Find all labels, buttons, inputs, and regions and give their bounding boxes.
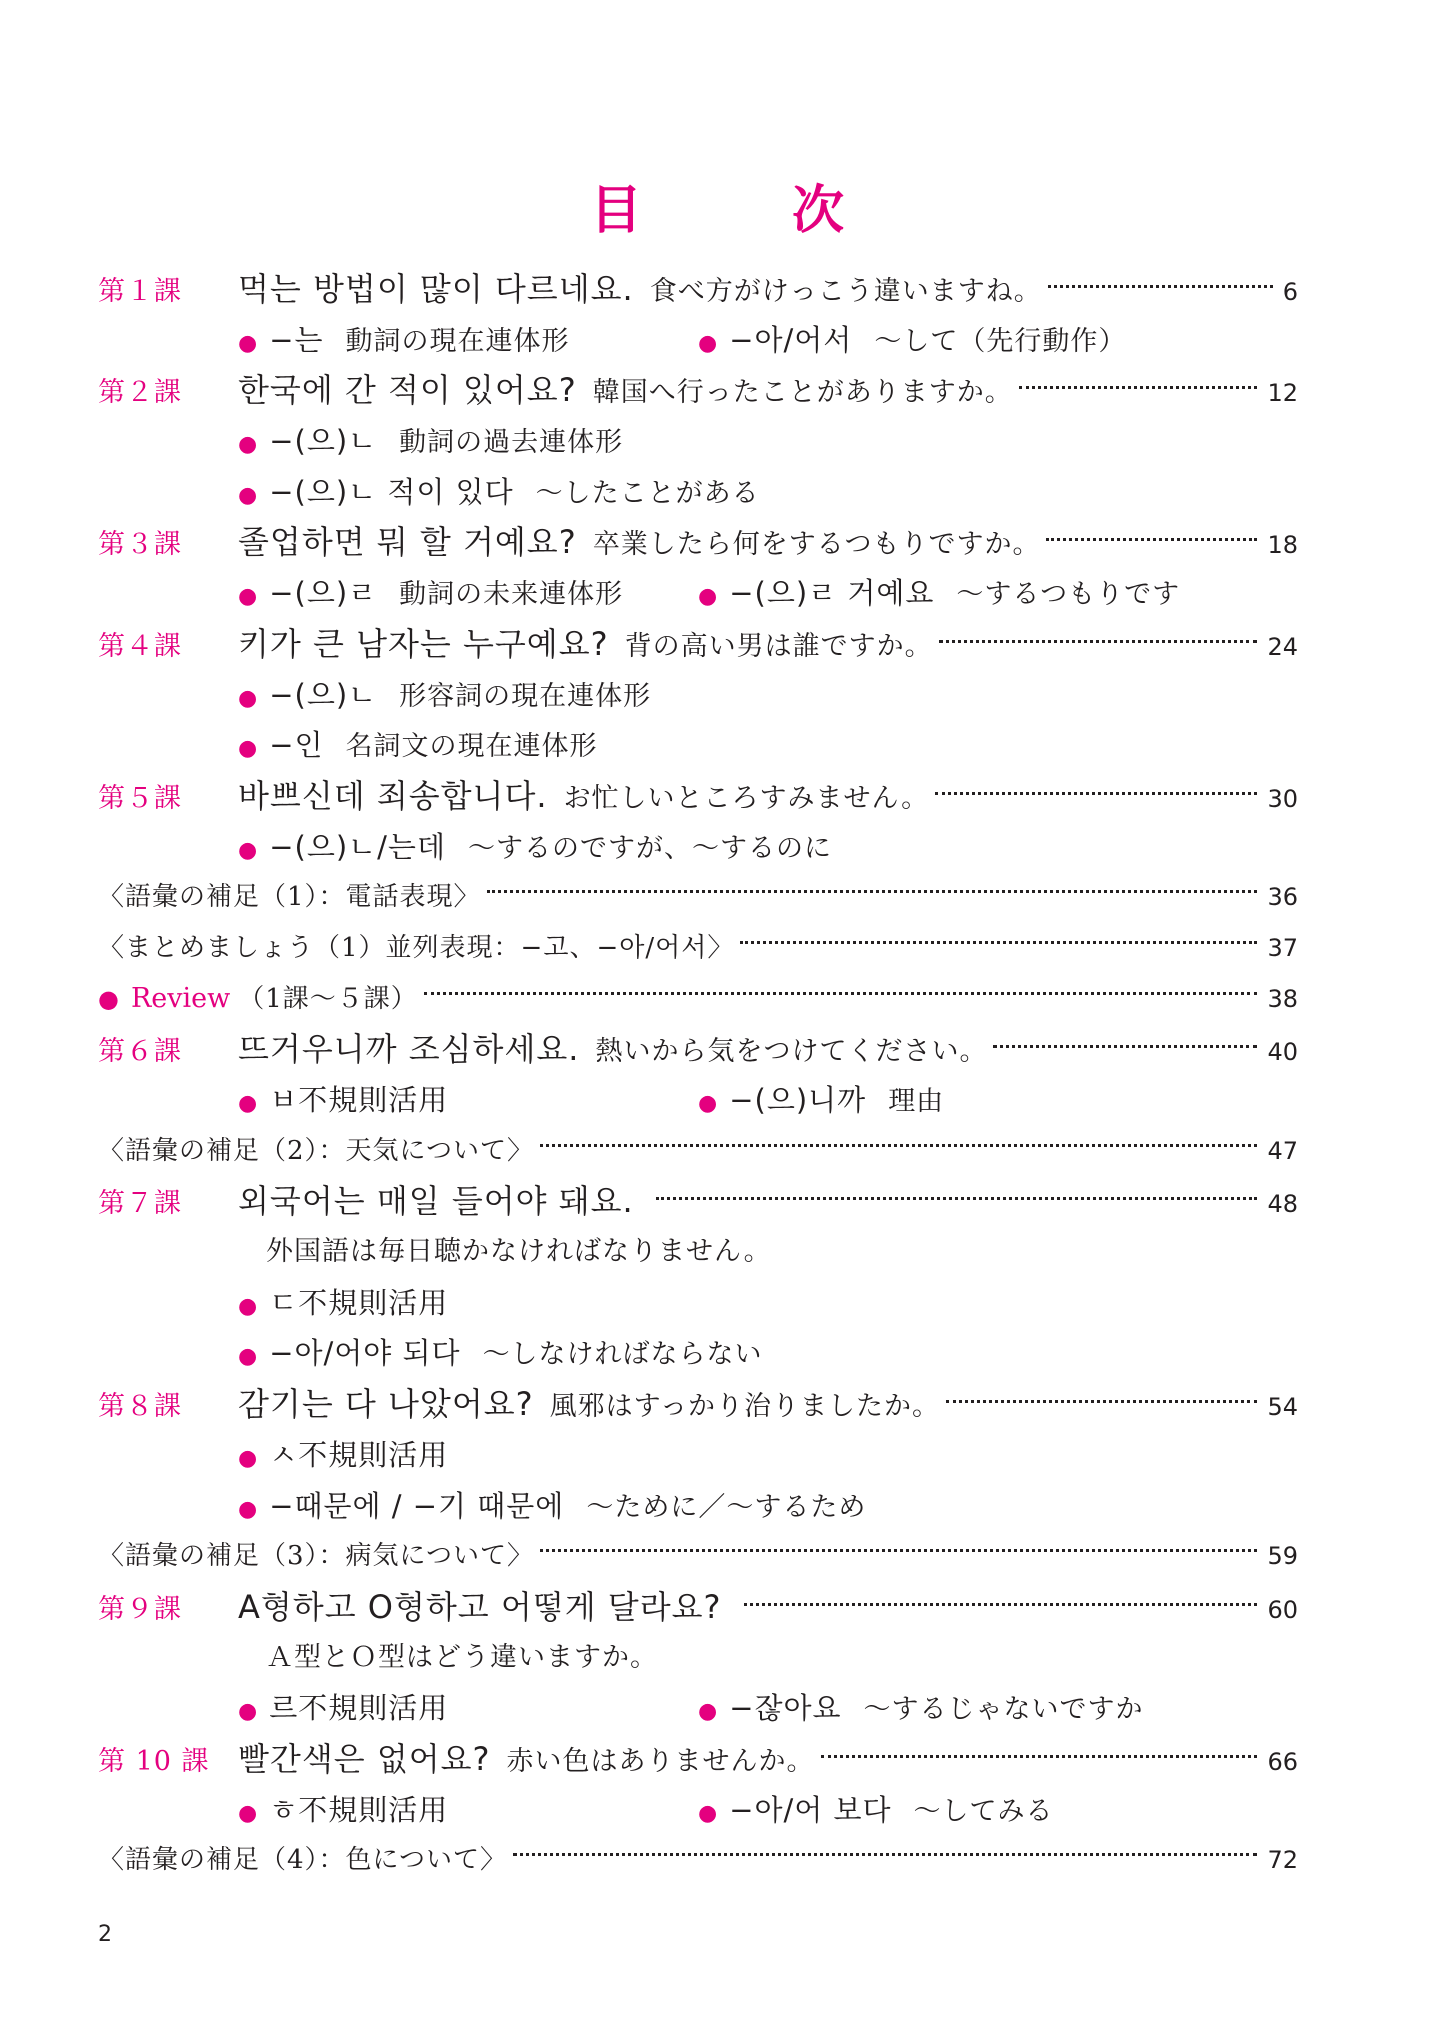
grammar-point [238,670,651,721]
supplement-entry[interactable] [98,1126,1298,1177]
dot-leader [540,1144,1257,1147]
lesson-number: 第１課 [98,276,182,307]
grammar-meaning: 〜するつもりです [956,579,1181,611]
supplement-entry[interactable] [98,1835,1298,1886]
grammar-meaning: 名詞文の現在連体形 [345,731,598,763]
lesson-entry[interactable] [98,1024,1298,1075]
lesson-page-number: 54 [1267,1393,1298,1422]
bullet-icon: ● [238,1699,258,1725]
grammar-point [238,1075,698,1126]
grammar-meaning: 〜したことがある [535,477,760,509]
grammar-pattern: −잖아요 [729,1691,842,1726]
grammar-line [98,1481,1298,1532]
bullet-icon: ● [238,584,258,610]
page-title [0,168,1434,243]
grammar-line [98,568,1298,619]
grammar-line [98,416,1298,467]
grammar-line [98,1328,1298,1379]
lesson-title-korean: 한국에 간 적이 있어요? [238,371,577,410]
grammar-pattern: −(으)니까 [729,1083,867,1117]
lesson-page-number: 48 [1267,1190,1298,1219]
grammar-pattern: ㅅ不規則活用 [269,1437,449,1472]
grammar-point [238,1328,763,1379]
lesson-title-japanese: 卒業したら何をするつもりですか。 [592,529,1041,561]
lesson-page-number: 12 [1267,379,1298,408]
grammar-point [238,467,760,518]
lesson-entry[interactable] [98,1582,1298,1633]
dot-leader [939,640,1258,643]
grammar-line [98,315,1298,366]
grammar-line [98,822,1298,873]
dot-leader [740,941,1257,944]
grammar-point [238,822,832,873]
lesson-title-japanese: お忙しいところすみません。 [563,782,930,814]
grammar-pattern: −(으)ㄴ [269,677,378,712]
page-number: 2 [98,1922,112,1947]
grammar-line [98,1430,1298,1481]
lesson-title-japanese: 熱いから気をつけてください。 [595,1036,988,1068]
lesson-entry[interactable] [98,365,1298,416]
grammar-pattern: 르不規則活用 [269,1691,449,1726]
bullet-icon: ● [698,1091,718,1116]
lesson-number: 第３課 [98,529,182,561]
grammar-pattern: ㅂ不規則活用 [269,1083,449,1117]
lesson-entry[interactable] [98,771,1298,822]
bullet-icon: ● [238,685,258,711]
grammar-line [98,1278,1298,1329]
grammar-point [238,1430,448,1481]
lesson-entry[interactable] [98,517,1298,568]
supplement-title: （1課〜５課） [238,983,418,1014]
supplement-title: 〈語彙の補足（2）：天気について〉 [98,1135,535,1166]
grammar-line [98,670,1298,721]
lesson-title-korean: 빨간색은 없어요? [238,1739,491,1778]
grammar-line [98,720,1298,771]
grammar-point [698,315,1126,366]
lesson-title-japanese: 外国語は毎日聴かなければなりません。 [266,1236,772,1268]
grammar-line [98,467,1298,518]
bullet-icon: ● [238,1496,258,1522]
lesson-title-japanese: 韓国へ行ったことがありますか。 [592,377,1013,409]
lesson-entry[interactable] [98,264,1298,315]
grammar-line [98,1075,1298,1126]
review-label: Review [130,982,231,1014]
grammar-pattern: ㅎ不規則活用 [269,1792,449,1827]
grammar-pattern: −아/어야 되다 [269,1336,461,1371]
grammar-point [698,1785,1054,1836]
dot-leader [513,1853,1257,1856]
lesson-title-korean: 외국어는 매일 들어야 돼요. [238,1182,634,1221]
lesson-entry[interactable] [98,619,1298,670]
grammar-meaning: 理由 [888,1086,945,1117]
lesson-entry[interactable] [98,1734,1298,1785]
lesson-title-korean: 키가 큰 남자는 누구예요? [238,624,609,663]
lesson-page-number: 18 [1267,531,1298,560]
grammar-meaning: 形容詞の現在連体形 [399,680,652,712]
bullet-icon: ● [238,482,258,508]
lesson-title-korean: 먹는 방법이 많이 다르네요. [238,270,634,308]
dot-leader [1019,386,1258,389]
grammar-point [698,1075,944,1126]
grammar-point [698,1683,1144,1734]
supplement-title: 〈語彙の補足（3）：病気について〉 [98,1541,535,1572]
dot-leader [935,792,1257,795]
grammar-meaning: 動詞の現在連体形 [345,325,570,357]
lesson-title-korean: A형하고 O형하고 어떻게 달라요? [238,1587,722,1626]
lesson-page-number: 6 [1282,278,1298,306]
grammar-pattern: −아/어서 [729,322,853,357]
lesson-number: 第８課 [98,1391,182,1423]
dot-leader [656,1197,1258,1200]
grammar-point [238,416,623,467]
dot-leader [821,1755,1258,1758]
grammar-pattern: −(으)ㄹ [269,576,378,611]
supplement-entry[interactable] [98,872,1298,923]
lesson-title-korean: 졸업하면 뭐 할 거예요? [238,523,577,562]
grammar-pattern: ㄷ不規則活用 [269,1285,449,1320]
grammar-pattern: −아/어 보다 [729,1792,892,1827]
grammar-point [238,568,698,619]
lesson-page-number: 60 [1267,1595,1298,1624]
lesson-title-japanese: 赤い色はありませんか。 [506,1745,815,1777]
lesson-page-number: 40 [1267,1038,1298,1067]
lesson-number: 第７課 [98,1188,182,1220]
lesson-page-number: 30 [1267,784,1298,813]
lesson-number: 第５課 [98,782,182,814]
lesson-number: 第９課 [98,1593,182,1625]
grammar-line [98,1785,1298,1836]
grammar-point [238,1481,866,1532]
bullet-icon: ● [238,1800,258,1826]
bullet-icon: ● [698,1800,718,1826]
bullet-icon: ● [238,736,258,762]
grammar-pattern: −(으)ㄴ 적이 있다 [269,474,514,509]
supplement-title: 〈語彙の補足（1）：電話表現〉 [98,882,481,913]
lesson-number: 第４課 [98,630,182,662]
grammar-point [238,1278,448,1329]
grammar-pattern: −는 [269,322,324,357]
title-char-1: 目 [589,181,642,241]
lesson-entry[interactable] [98,1379,1298,1430]
supplement-page-number: 59 [1267,1542,1298,1571]
dot-leader [540,1549,1257,1552]
dot-leader [487,890,1258,893]
supplement-title: 〈まとめましょう（1）並列表現：−고、−아/어서〉 [98,932,735,963]
lesson-title-japanese: 風邪はすっかり治りましたか。 [549,1391,941,1423]
grammar-meaning: 〜して（先行動作） [874,325,1127,357]
dot-leader [1048,285,1273,288]
bullet-icon: ● [238,1091,258,1116]
lesson-number: 第６課 [98,1036,182,1068]
grammar-point [698,568,1180,619]
grammar-meaning: 動詞の過去連体形 [399,427,624,459]
dot-leader [993,1045,1257,1048]
dot-leader [946,1400,1257,1403]
grammar-line [98,1683,1298,1734]
grammar-point [238,1785,698,1836]
grammar-point [238,720,598,771]
bullet-icon: ● [698,584,718,610]
grammar-point [238,315,698,366]
bullet-icon: ● [238,1344,258,1370]
bullet-icon: ● [98,984,119,1013]
supplement-page-number: 36 [1267,883,1298,912]
grammar-pattern: −(으)ㄹ 거예요 [729,576,935,611]
supplement-entry[interactable] [98,974,1298,1025]
supplement-entry[interactable] [98,923,1298,974]
grammar-meaning: 〜するのですが、〜するのに [467,832,832,864]
supplement-page-number: 37 [1267,933,1298,962]
supplement-entry[interactable] [98,1531,1298,1582]
lesson-entry[interactable] [98,1176,1298,1227]
supplement-page-number: 38 [1267,984,1298,1013]
grammar-pattern: −(으)ㄴ/는데 [269,829,446,864]
grammar-meaning: 〜ために／〜するため [586,1491,867,1523]
grammar-meaning: 動詞の未来連体形 [399,579,624,611]
supplement-page-number: 47 [1267,1136,1298,1165]
bullet-icon: ● [238,330,258,356]
lesson-page-number: 24 [1267,632,1298,661]
bullet-icon: ● [238,837,258,863]
lesson-number: 第 10 課 [98,1745,210,1777]
lesson-page-number: 66 [1267,1747,1298,1776]
lesson-title-korean: 뜨거우니까 조심하세요. [238,1030,580,1069]
grammar-meaning: 〜するじゃないですか [863,1694,1144,1726]
bullet-icon: ● [698,1699,718,1725]
supplement-page-number: 72 [1267,1846,1298,1875]
dot-leader [424,992,1258,995]
grammar-meaning: 〜しなければならない [482,1339,763,1371]
lesson-title-korean: 바쁘신데 죄송합니다. [238,776,548,815]
dot-leader [1046,538,1257,541]
supplement-title: 〈語彙の補足（4）：色について〉 [98,1845,508,1876]
grammar-meaning: 〜してみる [913,1795,1054,1827]
grammar-point [238,1683,698,1734]
dot-leader [744,1603,1258,1606]
lesson-title-japanese: 食べ方がけっこう違いますね。 [649,276,1042,307]
bullet-icon: ● [238,1293,258,1319]
bullet-icon: ● [698,330,718,356]
lesson-title-japanese: Ａ型とＯ型はどう違いますか。 [266,1641,658,1673]
grammar-pattern: −인 [269,728,324,763]
bullet-icon: ● [238,432,258,458]
title-char-2: 次 [792,181,845,241]
lesson-number: 第２課 [98,377,182,409]
grammar-pattern: −(으)ㄴ [269,424,378,459]
bullet-icon: ● [238,1445,258,1471]
lesson-title-japanese: 背の高い男は誰ですか。 [624,630,933,662]
table-of-contents [98,264,1298,1886]
lesson-title-korean: 감기는 다 나았어요? [238,1385,534,1424]
grammar-pattern: −때문에 / −기 때문에 [269,1488,565,1523]
